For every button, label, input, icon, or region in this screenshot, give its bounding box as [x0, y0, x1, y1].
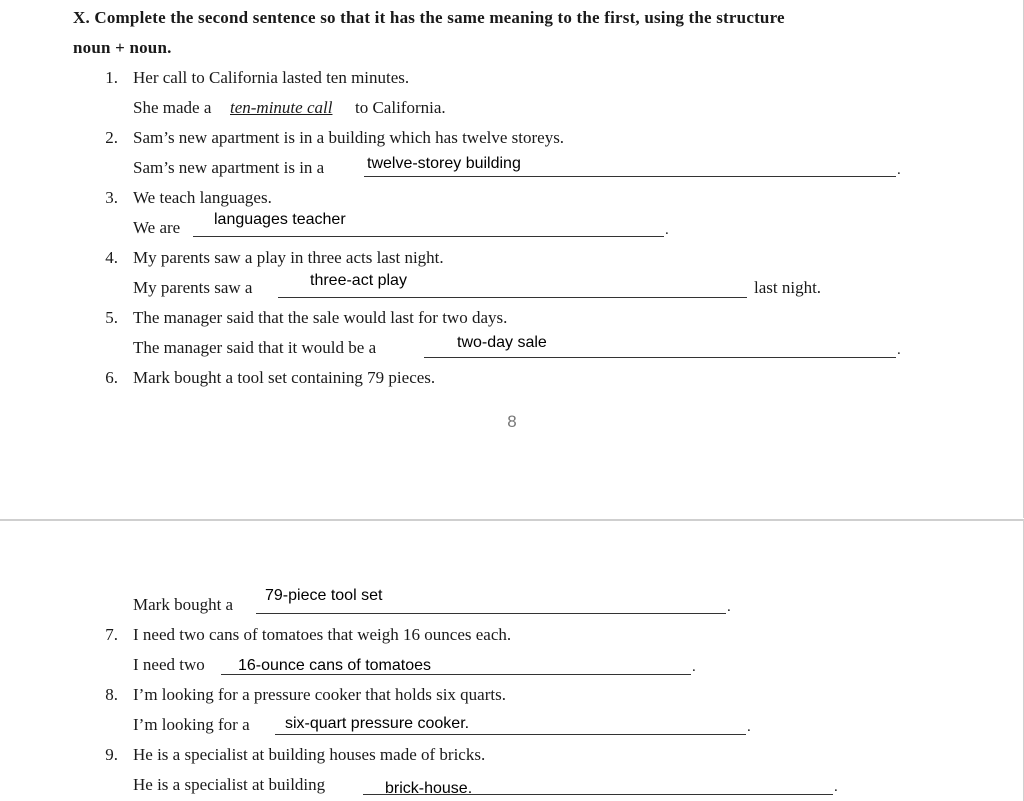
- sentence-period: .: [897, 342, 901, 358]
- item-number: 1.: [105, 68, 118, 87]
- item-first-sentence: Sam’s new apartment is in a building which has twelve storeys.: [133, 128, 565, 147]
- item-second-prefix: He is a specialist at building: [133, 775, 326, 794]
- item-number: 8.: [105, 685, 118, 704]
- item-number: 3.: [105, 188, 118, 207]
- answer-text[interactable]: two-day sale: [457, 334, 547, 351]
- answer-blank-line: [256, 613, 726, 614]
- answer-blank-line: [278, 297, 747, 298]
- item-second-prefix: Mark bought a: [133, 595, 234, 614]
- answer-blank-line: [275, 734, 746, 735]
- answer-text[interactable]: three-act play: [310, 272, 407, 289]
- item-second-prefix: The manager said that it would be a: [133, 338, 377, 357]
- sentence-period: .: [665, 222, 669, 238]
- item-second-prefix: My parents saw a: [133, 278, 253, 297]
- answer-text[interactable]: 79-piece tool set: [265, 587, 383, 604]
- sentence-period: .: [897, 162, 901, 178]
- sentence-period: .: [692, 659, 696, 675]
- item-first-sentence: I need two cans of tomatoes that weigh 16 ounces each.: [133, 625, 512, 644]
- item-first-sentence: My parents saw a play in three acts last night.: [133, 248, 444, 267]
- item-first-sentence: The manager said that the sale would last for two days.: [133, 308, 508, 327]
- item-number: 5.: [105, 308, 118, 327]
- answer-text[interactable]: 16-ounce cans of tomatoes: [238, 657, 432, 674]
- item-number: 4.: [105, 248, 118, 267]
- page-number: 8: [507, 412, 517, 431]
- page-bottom: [0, 519, 1024, 801]
- item-number: 2.: [105, 128, 118, 147]
- item-second-prefix: We are: [133, 218, 181, 237]
- item-number: 7.: [105, 625, 118, 644]
- exercise-title-line1: X. Complete the second sentence so that it has the same meaning to the first, using the structure: [73, 8, 785, 27]
- answer-text[interactable]: twelve-storey building: [367, 155, 521, 172]
- item-second-prefix: She made a: [133, 98, 212, 117]
- item-second-suffix: to California.: [355, 98, 446, 117]
- item-second-prefix: I’m looking for a: [133, 715, 250, 734]
- sentence-period: .: [834, 779, 838, 795]
- answer-blank-line: [364, 176, 896, 177]
- item-second-prefix: I need two: [133, 655, 205, 674]
- item-number: 6.: [105, 368, 118, 387]
- sentence-period: .: [747, 719, 751, 735]
- item-first-sentence: He is a specialist at building houses made of bricks.: [133, 745, 486, 764]
- item-number: 9.: [105, 745, 118, 764]
- item-first-sentence: Mark bought a tool set containing 79 pieces.: [133, 368, 436, 387]
- item-first-sentence: We teach languages.: [133, 188, 272, 207]
- exercise-title-line2: noun + noun.: [73, 38, 172, 57]
- item-second-suffix: last night.: [754, 278, 822, 297]
- answer-blank-line: [193, 236, 664, 237]
- item-second-prefix: Sam’s new apartment is in a: [133, 158, 325, 177]
- item-first-sentence: Her call to California lasted ten minutes.: [133, 68, 410, 87]
- item-first-sentence: I’m looking for a pressure cooker that holds six quarts.: [133, 685, 506, 704]
- answer-blank-line: [424, 357, 896, 358]
- example-answer: ten-minute call: [230, 98, 333, 117]
- answer-text[interactable]: languages teacher: [214, 211, 346, 228]
- answer-text[interactable]: six-quart pressure cooker.: [285, 715, 470, 732]
- sentence-period: .: [727, 599, 731, 615]
- answer-text[interactable]: brick-house.: [385, 780, 473, 797]
